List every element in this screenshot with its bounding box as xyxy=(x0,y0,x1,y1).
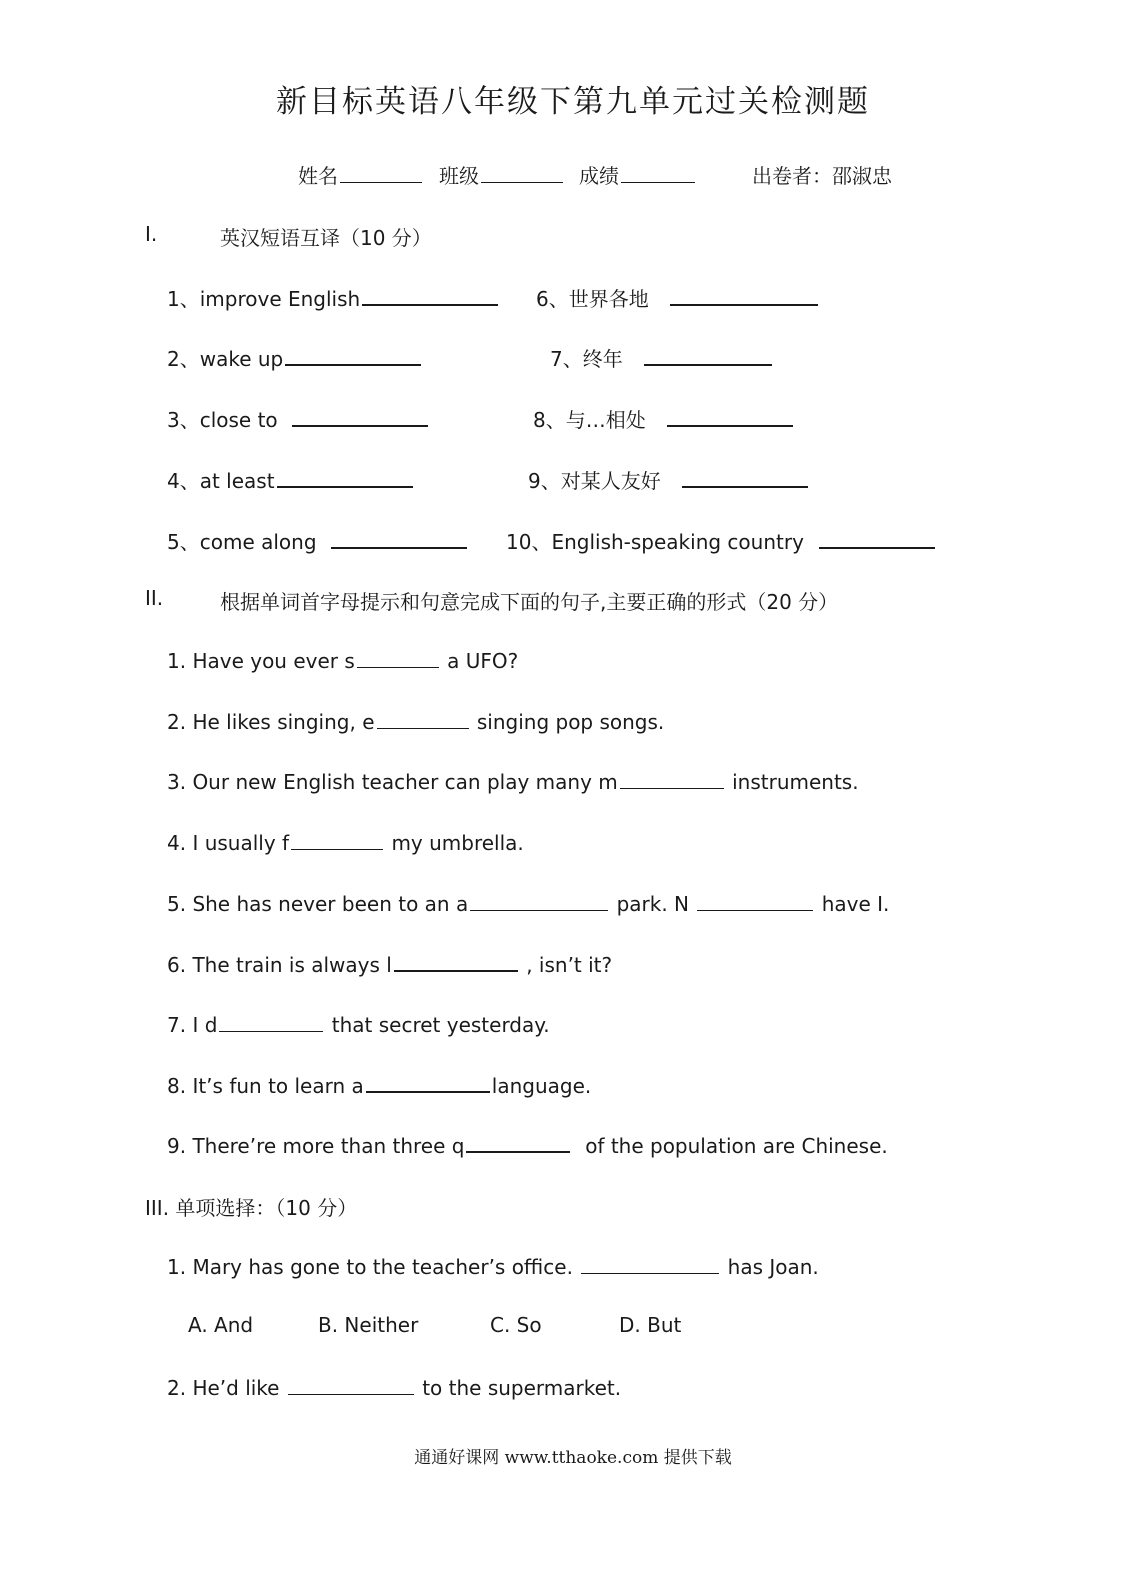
section2-number: II. xyxy=(145,586,164,610)
mc-question-1-end: has Joan. xyxy=(727,1255,819,1279)
phrase-7 xyxy=(550,343,774,372)
sentence-4-blank[interactable] xyxy=(291,829,383,850)
name-label: 姓名 xyxy=(298,164,338,188)
sentence-5 xyxy=(167,890,889,916)
phrase-3-text: 3、close to xyxy=(167,408,278,432)
mc-question-2 xyxy=(167,1374,621,1400)
phrase-5-blank[interactable] xyxy=(331,527,467,549)
mc-question-2-end: to the supermarket. xyxy=(422,1376,622,1400)
phrase-6-blank[interactable] xyxy=(670,284,818,306)
sentence-5-start: 5. She has never been to an a xyxy=(167,892,469,916)
phrase-9-blank[interactable] xyxy=(682,466,808,488)
name-blank[interactable] xyxy=(340,162,422,183)
sentence-2-end: singing pop songs. xyxy=(476,710,665,734)
sentence-8-start: 8. It’s fun to learn a xyxy=(167,1074,364,1098)
phrase-9-text: 9、对某人友好 xyxy=(528,469,661,493)
class-label: 班级 xyxy=(439,164,479,188)
phrase-7-blank[interactable] xyxy=(644,344,772,366)
phrase-3-blank[interactable] xyxy=(292,405,428,427)
sentence-5-middle: park. N xyxy=(616,892,689,916)
sentence-9-blank[interactable] xyxy=(466,1131,570,1153)
sentence-4-start: 4. I usually f xyxy=(167,831,290,855)
section3-heading: III. 单项选择：（10 分） xyxy=(145,1196,358,1220)
sentence-8-end: language. xyxy=(491,1074,592,1098)
name-field xyxy=(298,160,424,189)
sentence-4 xyxy=(167,829,524,855)
phrase-6-text: 6、世界各地 xyxy=(536,287,649,311)
sentence-7-blank[interactable] xyxy=(219,1011,323,1032)
phrase-8-text: 8、与…相处 xyxy=(533,408,646,432)
phrase-6 xyxy=(536,283,820,312)
sentence-3 xyxy=(167,768,859,794)
mc-question-1 xyxy=(167,1253,819,1279)
phrase-4 xyxy=(167,465,415,494)
mc-option-c[interactable]: C. So xyxy=(490,1313,542,1337)
class-field xyxy=(439,160,565,189)
phrase-10-blank[interactable] xyxy=(819,527,935,549)
sentence-1 xyxy=(167,647,518,673)
section2-heading: 根据单词首字母提示和句意完成下面的句子,主要正确的形式（20 分） xyxy=(220,590,839,614)
sentence-3-blank[interactable] xyxy=(620,768,724,789)
phrase-10-text: 10、English-speaking country xyxy=(506,530,804,554)
sentence-3-end: instruments. xyxy=(732,770,859,794)
sentence-3-start: 3. Our new English teacher can play many m xyxy=(167,770,618,794)
sentence-9 xyxy=(167,1131,888,1158)
sentence-7-start: 7. I d xyxy=(167,1013,218,1037)
sentence-9-end: of the population are Chinese. xyxy=(585,1134,888,1158)
phrase-1-text: 1、improve English xyxy=(167,287,361,311)
phrase-2-text: 2、wake up xyxy=(167,347,284,371)
mc-question-1-blank[interactable] xyxy=(581,1253,719,1274)
phrase-3 xyxy=(167,404,430,433)
sentence-1-blank[interactable] xyxy=(357,647,439,668)
mc-question-1-start: 1. Mary has gone to the teacher’s office. xyxy=(167,1255,573,1279)
sentence-1-start: 1. Have you ever s xyxy=(167,649,355,673)
phrase-7-text: 7、终年 xyxy=(550,347,623,371)
mc-question-2-blank[interactable] xyxy=(288,1374,414,1395)
mc-option-b[interactable]: B. Neither xyxy=(318,1313,419,1337)
phrase-9 xyxy=(528,465,810,494)
phrase-8-blank[interactable] xyxy=(667,405,793,427)
sentence-1-end: a UFO? xyxy=(447,649,519,673)
sentence-8-blank[interactable] xyxy=(366,1071,490,1093)
score-field xyxy=(579,160,697,189)
phrase-4-blank[interactable] xyxy=(277,466,413,488)
footer-credit: 通通好课网 www.tthaoke.com 提供下载 xyxy=(414,1448,732,1468)
sentence-2 xyxy=(167,708,664,734)
sentence-5-blank-b[interactable] xyxy=(697,890,813,911)
sentence-5-end: have I. xyxy=(821,892,890,916)
phrase-1 xyxy=(167,283,500,312)
phrase-1-blank[interactable] xyxy=(362,284,498,306)
sentence-6-blank[interactable] xyxy=(394,950,518,972)
score-blank[interactable] xyxy=(621,162,695,183)
class-blank[interactable] xyxy=(481,162,563,183)
sentence-6 xyxy=(167,950,612,977)
phrase-4-text: 4、at least xyxy=(167,469,275,493)
phrase-2-blank[interactable] xyxy=(285,344,421,366)
sentence-6-end: , isn’t it? xyxy=(526,953,613,977)
phrase-5-text: 5、come along xyxy=(167,530,317,554)
page-title: 新目标英语八年级下第九单元过关检测题 xyxy=(276,84,870,120)
author: 出卷者：邵淑忠 xyxy=(752,164,892,188)
section1-number: I. xyxy=(145,222,158,246)
mc-option-d[interactable]: D. But xyxy=(619,1313,682,1337)
phrase-10 xyxy=(506,526,937,555)
phrase-5 xyxy=(167,526,469,555)
mc-option-a[interactable]: A. And xyxy=(188,1313,254,1337)
section1-heading: 英汉短语互译（10 分） xyxy=(220,226,432,250)
sentence-2-blank[interactable] xyxy=(377,708,469,729)
sentence-2-start: 2. He likes singing, e xyxy=(167,710,375,734)
phrase-2 xyxy=(167,343,423,372)
sentence-7-end: that secret yesterday. xyxy=(331,1013,550,1037)
sentence-7 xyxy=(167,1011,550,1037)
sentence-4-end: my umbrella. xyxy=(391,831,524,855)
phrase-8 xyxy=(533,404,795,433)
sentence-9-start: 9. There’re more than three q xyxy=(167,1134,465,1158)
mc-question-2-start: 2. He’d like xyxy=(167,1376,280,1400)
score-label: 成绩 xyxy=(579,164,619,188)
sentence-6-start: 6. The train is always l xyxy=(167,953,392,977)
sentence-5-blank-a[interactable] xyxy=(470,890,608,911)
sentence-8 xyxy=(167,1071,591,1098)
